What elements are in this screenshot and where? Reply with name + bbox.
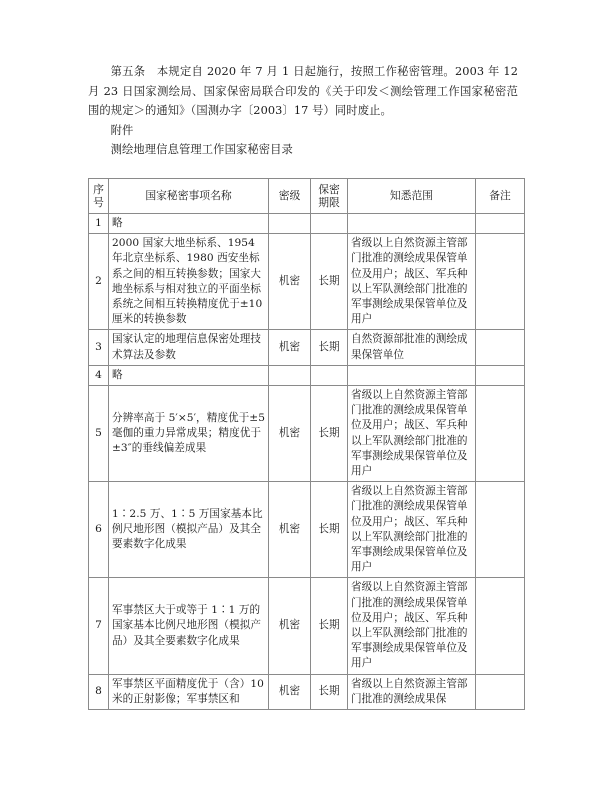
header-level: 密级 xyxy=(269,179,311,214)
header-term xyxy=(311,179,348,214)
table-row xyxy=(89,330,525,365)
cell-index: 5 xyxy=(89,386,109,482)
cell-name: 略 xyxy=(109,214,269,234)
cell-scope: 自然资源部批准的测绘成果保管单位 xyxy=(348,330,476,365)
cell-index: 2 xyxy=(89,234,109,330)
header-name: 国家秘密事项名称 xyxy=(109,179,269,214)
cell-index: 4 xyxy=(89,365,109,385)
cell-term: 长期 xyxy=(311,234,348,330)
state-secrets-catalog-table xyxy=(88,178,525,710)
table-row xyxy=(89,365,525,385)
cell-note xyxy=(476,214,525,234)
cell-name: 略 xyxy=(109,365,269,385)
cell-scope: 省级以上自然资源主管部门批准的测绘成果保管单位及用户；战区、军兵种以上军队测绘部门批准的军事测绘成果保管单位及用户 xyxy=(348,482,476,578)
cell-term: 长期 xyxy=(311,386,348,482)
table-row xyxy=(89,214,525,234)
header-note: 备注 xyxy=(476,179,525,214)
table-body xyxy=(89,214,525,710)
cell-note xyxy=(476,386,525,482)
cell-level: 机密 xyxy=(269,482,311,578)
cell-level: 机密 xyxy=(269,386,311,482)
table-row xyxy=(89,674,525,709)
header-index xyxy=(89,179,109,214)
header-term-line1: 保密 xyxy=(318,182,340,196)
cell-note xyxy=(476,330,525,365)
cell-level: 机密 xyxy=(269,674,311,709)
header-term-line2: 期限 xyxy=(318,196,340,209)
cell-note xyxy=(476,482,525,578)
header-scope: 知悉范围 xyxy=(348,179,476,214)
cell-term: 长期 xyxy=(311,578,348,674)
cell-level: 机密 xyxy=(269,578,311,674)
cell-name: 军事禁区大于或等于 1∶1 万的国家基本比例尺地形图（模拟产品）及其全要素数字化成果 xyxy=(109,578,269,674)
cell-name: 分辨率高于 5′×5′，精度优于±5 毫伽的重力异常成果；精度优于±3″的垂线偏差成果 xyxy=(109,386,269,482)
cell-scope: 省级以上自然资源主管部门批准的测绘成果保管单位及用户；战区、军兵种以上军队测绘部门批准的军事测绘成果保管单位及用户 xyxy=(348,234,476,330)
header-index-line1: 序 xyxy=(93,182,104,196)
cell-term: 长期 xyxy=(311,330,348,365)
cell-index: 3 xyxy=(89,330,109,365)
table-row xyxy=(89,386,525,482)
cell-note xyxy=(476,578,525,674)
attachment-title: 测绘地理信息管理工作国家秘密目录 xyxy=(110,143,293,156)
table-row xyxy=(89,482,525,578)
cell-scope xyxy=(348,214,476,234)
body-text-block xyxy=(88,62,518,160)
table-header-row xyxy=(89,179,525,214)
cell-term: 长期 xyxy=(311,674,348,709)
cell-level: 机密 xyxy=(269,330,311,365)
cell-name: 国家认定的地理信息保密处理技术算法及参数 xyxy=(109,330,269,365)
cell-index: 8 xyxy=(89,674,109,709)
cell-term xyxy=(311,214,348,234)
cell-index: 6 xyxy=(89,482,109,578)
header-index-line2: 号 xyxy=(93,196,104,209)
cell-scope: 省级以上自然资源主管部门批准的测绘成果保 xyxy=(348,674,476,709)
cell-name: 军事禁区平面精度优于（含）10 米的正射影像；军事禁区和 xyxy=(109,674,269,709)
attachment-label: 附件 xyxy=(110,123,134,137)
cell-index: 1 xyxy=(89,214,109,234)
article-five-paragraph: 第五条 本规定自 2020 年 7 月 1 日起施行，按照工作秘密管理。2003 年 12 月 23 日国家测绘局、国家保密局联合印发的《关于印发＜测绘管理工作国家秘密范围的规定＞的通知》（国测办字〔2003〕17 号）同时废止。 xyxy=(88,65,518,117)
cell-note xyxy=(476,365,525,385)
cell-level xyxy=(269,214,311,234)
table-row xyxy=(89,234,525,330)
cell-note xyxy=(476,234,525,330)
cell-term: 长期 xyxy=(311,482,348,578)
cell-level xyxy=(269,365,311,385)
cell-name: 1∶2.5 万、1∶5 万国家基本比例尺地形图（模拟产品）及其全要素数字化成果 xyxy=(109,482,269,578)
cell-index: 7 xyxy=(89,578,109,674)
cell-scope: 省级以上自然资源主管部门批准的测绘成果保管单位及用户；战区、军兵种以上军队测绘部门批准的军事测绘成果保管单位及用户 xyxy=(348,386,476,482)
cell-name: 2000 国家大地坐标系、1954 年北京坐标系、1980 西安坐标系之间的相互转换参数；国家大地坐标系与相对独立的平面坐标系统之间相互转换精度优于±10 厘米的转换参数 xyxy=(109,234,269,330)
table-row xyxy=(89,578,525,674)
cell-term xyxy=(311,365,348,385)
cell-scope xyxy=(348,365,476,385)
cell-level: 机密 xyxy=(269,234,311,330)
cell-note xyxy=(476,674,525,709)
cell-scope: 省级以上自然资源主管部门批准的测绘成果保管单位及用户；战区、军兵种以上军队测绘部门批准的军事测绘成果保管单位及用户 xyxy=(348,578,476,674)
